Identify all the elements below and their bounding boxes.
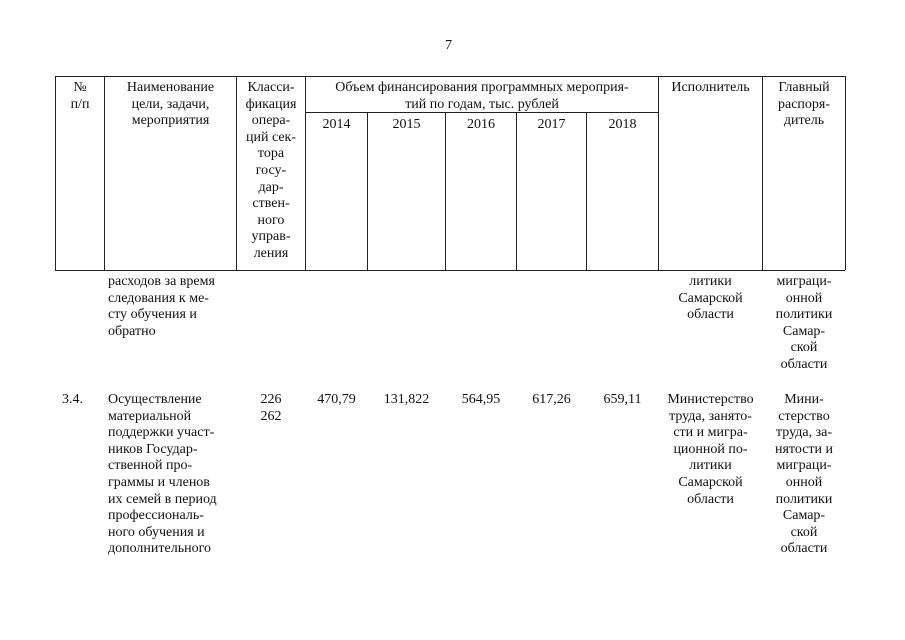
header-year: 2017 [537,117,566,132]
header-financing: Объем финансирования программных мероприя- тий по годам, тыс. рублей [335,80,629,112]
header-year: 2016 [467,117,495,132]
continuation-manager: миграци- онной политики Самар- ской области [775,274,833,372]
row-value-2016: 564,95 [461,392,501,407]
row-value-2014: 470,79 [317,392,356,407]
continuation-executor: литики Самарской области [678,274,743,323]
row-executor: Министерство труда, занято- сти и мигра- ционной по- литики Самарской области [667,392,754,507]
row-value-2018: 659,11 [603,392,642,407]
header-year: 2015 [392,117,421,132]
header-year: 2014 [322,117,351,132]
row-value-2015: 131,822 [383,392,430,407]
header-year: 2018 [608,117,637,132]
header-classification: Класси- фикация опера- ций сек- тора госу- дар- ствен- ного управ- ления [245,80,297,261]
continuation-name: расходов за время следования к ме- сту обучения и обратно [108,274,215,339]
row-manager: Мини- стерство труда, за- нятости и миграци- онной политики Самар- ской области [774,392,834,557]
header-name: Наименование цели, задачи, мероприятия [126,80,215,129]
page-number: 7 [445,38,452,53]
row-value-2017: 617,26 [532,392,571,407]
header-num: № п/п [70,80,90,112]
header-manager: Главный распоря- дитель [777,80,831,129]
row-classification: 226 262 [260,392,282,424]
row-num: 3.4. [62,392,83,407]
row-name: Осуществление материальной поддержки участ- ников Государ- ственной про- граммы и членов их семей в период профессиональ- ного обучения и дополнительного [108,392,217,557]
header-executor: Исполнитель [671,80,750,95]
